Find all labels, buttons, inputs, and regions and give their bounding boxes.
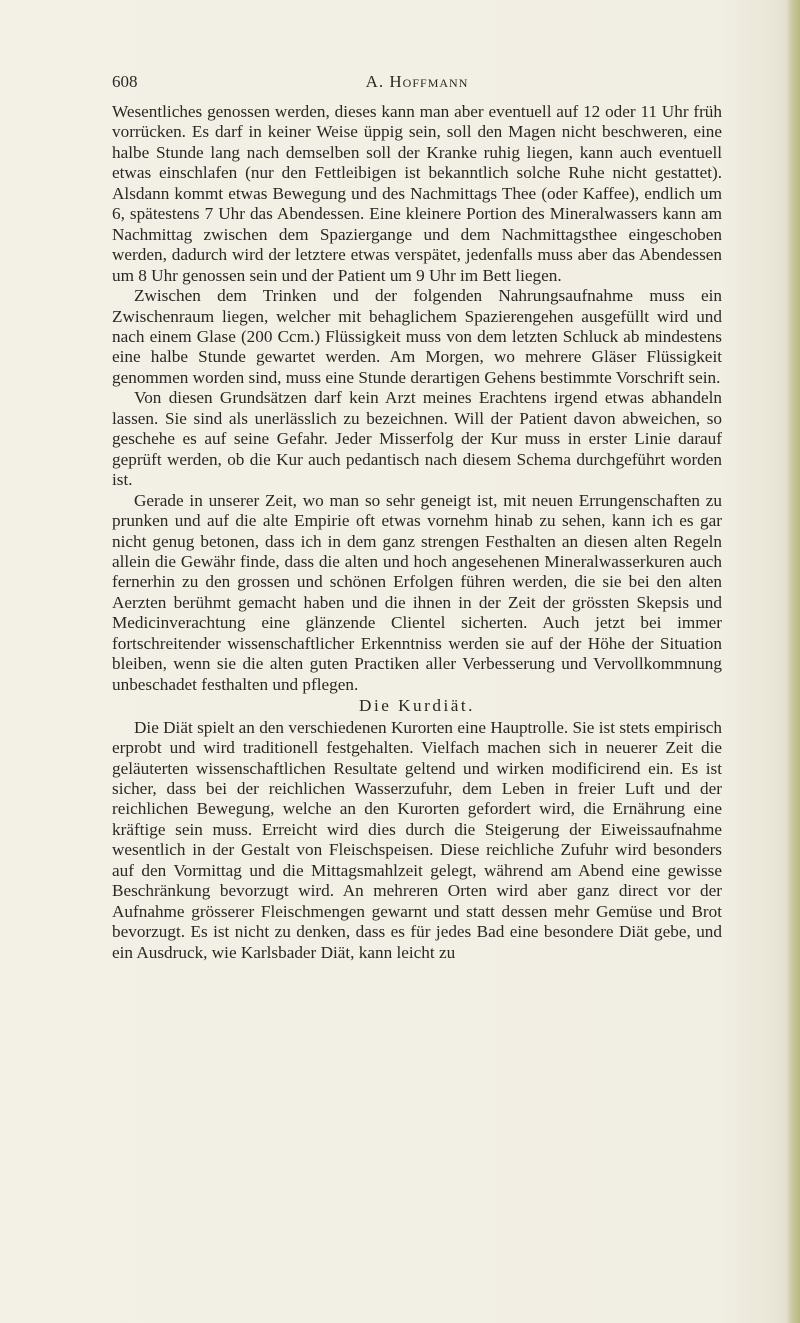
page-edge-shadow [786,0,800,1323]
page-number: 608 [112,72,138,91]
body-text [112,102,722,963]
running-head-author: A. Hoffmann [365,72,469,91]
paragraph-5: Die Diät spielt an den verschiedenen Kurorten eine Hauptrolle. Sie ist stets empirisch erprobt und wird traditionell festgehalten. Vielfach machen sich in neuerer Zeit die geläuterten wissenschaftlichen Resultate geltend und wirken modificirend ein. Es ist sicher, dass bei der reichlichen Wasserzufuhr, dem Leben in freier Luft und der reichlichen Bewegung, welche an den Kurorten gefordert wird, die Ernährung eine kräftige sein muss. Erreicht wird dies durch die Steigerung der Eiweissaufnahme wesentlich in der Gestalt von Fleischspeisen. Diese reichliche Zufuhr wird besonders auf den Vormittag und die Mittagsmahlzeit gelegt, während am Abend eine gewisse Beschränkung bevorzugt wird. An mehreren Orten wird aber ganz direct vor der Aufnahme grösserer Fleischmengen gewarnt und statt dessen mehr Gemüse und Brot bevorzugt. Es ist nicht zu denken, dass es für jedes Bad eine besondere Diät gebe, und ein Ausdruck, wie Karlsbader Diät, kann leicht zu [112,717,722,962]
paragraph-3: Von diesen Grundsätzen darf kein Arzt meines Erachtens irgend etwas abhandeln lassen. Sie sind als unerlässlich zu bezeichnen. Will der Patient davon abweichen, so geschehe es auf seine Gefahr. Jeder Misserfolg der Kur muss in erster Linie darauf geprüft werden, ob die Kur auch pedantisch nach diesem Schema durchgeführt worden ist. [112,388,722,490]
paragraph-2: Zwischen dem Trinken und der folgenden Nahrungsaufnahme muss ein Zwischenraum liegen, welcher mit behaglichem Spazierengehen ausgefüllt wird und nach einem Glase (200 Ccm.) Flüssigkeit muss von dem letzten Schluck ab mindestens eine halbe Stunde gewartet werden. Am Morgen, wo mehrere Gläser Flüssigkeit genommen worden sind, muss eine Stunde derartigen Gehens bestimmte Vorschrift sein. [112,286,722,387]
paragraph-4: Gerade in unserer Zeit, wo man so sehr geneigt ist, mit neuen Errungenschaften zu prunken und auf die alte Empirie oft etwas vornehm hinab zu sehen, kann ich es gar nicht genug betonen, dass ich in dem ganz strengen Festhalten an diesen alten Regeln allein die Gewähr finde, dass die alten und hoch angesehenen Mineralwasserkuren auch fernerhin zu den grossen und schönen Erfolgen führen werden, die sie bei den alten Aerzten berühmt gemacht haben und die ihnen in der Zeit der grössten Skepsis und Medicinverachtung eine glänzende Clientel sicherten. Auch jetzt bei immer fortschreitender wissenschaftlicher Erkenntniss werden sie auf der Höhe der Situation bleiben, wenn sie die alten guten Practiken aller Verbesserung und Vervollkommnung unbeschadet festhalten und pflegen. [112,490,722,694]
running-head [112,72,722,94]
paragraph-1: Wesentliches genossen werden, dieses kann man aber eventuell auf 12 oder 11 Uhr früh vorrücken. Es darf in keiner Weise üppig sein, soll den Magen nicht beschweren, eine halbe Stunde lang nach demselben soll der Kranke ruhig liegen, kann auch eventuell etwas einschlafen (nur den Fettleibigen ist bekanntlich solche Ruhe nicht gestattet). Alsdann kommt etwas Bewegung und des Nachmittags Thee (oder Kaffee), endlich um 6, spätestens 7 Uhr das Abendessen. Eine kleinere Portion des Mineralwassers kann am Nachmittag zwischen dem Spaziergange und dem Nachmittagsthee eingeschoben werden, dadurch wird der letztere etwas verspätet, jedenfalls muss aber das Abendessen um 8 Uhr genossen sein und der Patient um 9 Uhr im Bett liegen. [112,102,722,285]
section-heading: Die Kurdiät. [359,696,475,716]
